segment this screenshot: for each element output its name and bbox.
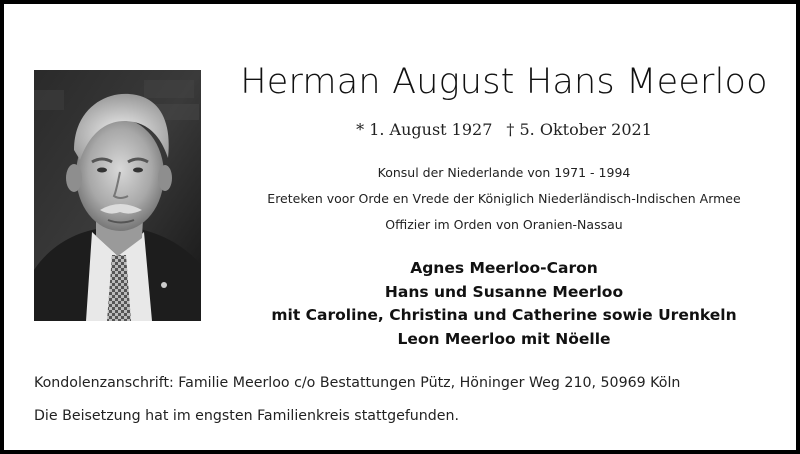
life-dates (214, 120, 794, 139)
honor-line: Offizier im Orden von Oranien-Nassau (385, 217, 623, 232)
honor-line: Konsul der Niederlande von 1971 - 1994 (377, 165, 631, 180)
burial-note: Die Beisetzung hat im engsten Familienkreis stattgefunden. (34, 408, 460, 424)
mourner-line: Leon Meerloo mit Nöelle (397, 329, 611, 348)
honors-list (214, 163, 794, 241)
portrait-photo (34, 70, 201, 321)
mourner-line: mit Caroline, Christina und Catherine sowie Urenkeln (271, 306, 737, 324)
deceased-name: Herman August Hans Meerloo (240, 62, 768, 102)
honor-line: Ereteken voor Orde en Vrede der Königlich Niederländisch-Indischen Armee (267, 191, 741, 206)
mourner-line: Agnes Meerloo-Caron (410, 259, 598, 277)
mourners-list (214, 257, 794, 351)
birth-date: * 1. August 1927 (356, 120, 493, 139)
mourner-line: Hans und Susanne Meerloo (384, 282, 624, 301)
condolence-address: Kondolenzanschrift: Familie Meerloo c/o Bestattungen Pütz, Höninger Weg 210, 50969 Köln (34, 375, 681, 391)
death-date: † 5. Oktober 2021 (506, 120, 652, 139)
